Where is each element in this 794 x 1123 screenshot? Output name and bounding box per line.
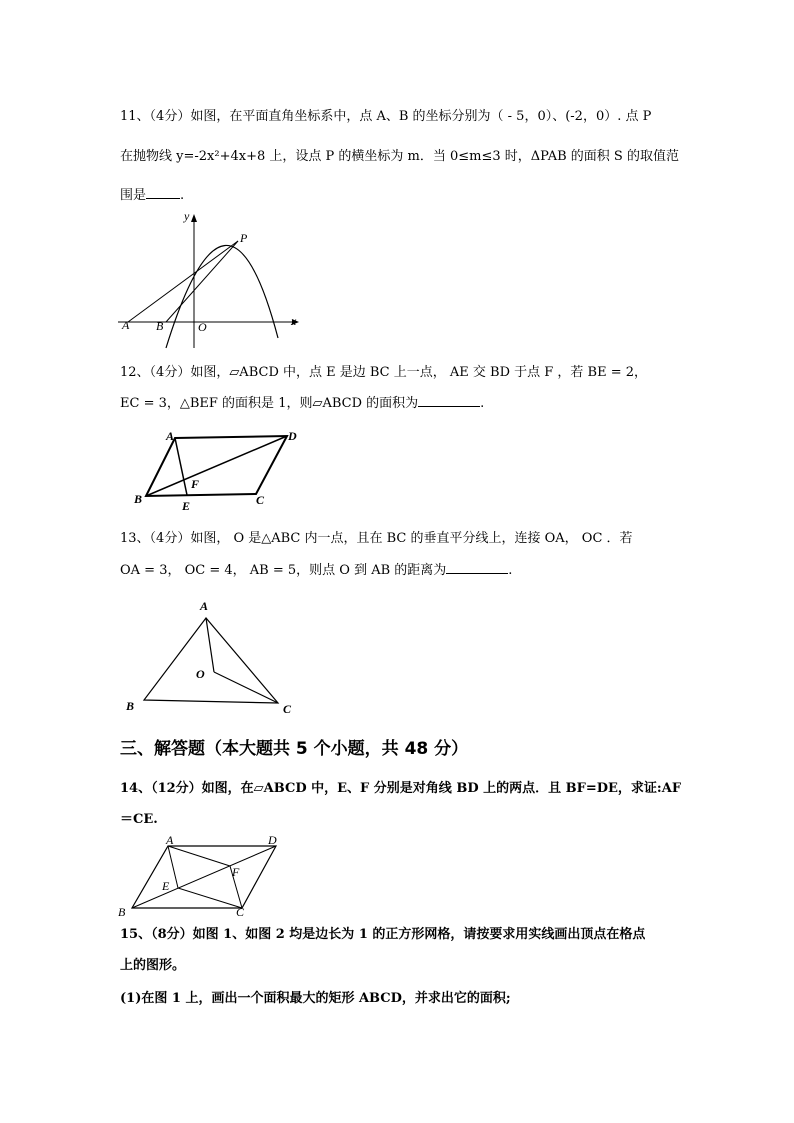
q13-label-C: C xyxy=(283,702,292,716)
q13-label-B: B xyxy=(126,699,135,713)
q12-line2-prefix: EC = 3，△BEF 的面积是 1，则▱ABCD 的面积为 xyxy=(120,396,419,411)
q11-text-line3 xyxy=(120,186,680,205)
q12-label-B: B xyxy=(134,492,143,506)
q13-label-O: O xyxy=(196,667,205,681)
q11-label-O: O xyxy=(198,320,207,334)
q12-text-line1: 12、（4分）如图，▱ABCD 中，点 E 是边 BC 上一点， AE 交 BD 于点 F ，若 BE = 2， xyxy=(120,365,648,380)
q14-figure xyxy=(116,832,296,922)
q12-figure xyxy=(130,428,310,516)
q14-text-line2: ＝CE. xyxy=(120,812,158,827)
q11-text-line1: 11、（4分）如图，在平面直角坐标系中，点 A、B 的坐标分别为（ - 5，0）、(-2，0）. 点 P xyxy=(120,109,652,124)
q13-line2-prefix: OA = 3， OC = 4， AB = 5，则点 O 到 AB 的距离为 xyxy=(120,563,447,578)
q14-segment-EC xyxy=(178,888,242,908)
q12-label-A: A xyxy=(166,429,175,443)
q12-segment-AE xyxy=(175,438,187,495)
q12-answer-blank xyxy=(418,394,480,407)
q12-label-F: F xyxy=(191,477,200,491)
q13-text-line1: 13、（4分）如图， O 是△ABC 内一点，且在 BC 的垂直平分线上，连接 OA， OC ．若 xyxy=(120,531,633,546)
q14-segment-AF xyxy=(168,846,230,866)
q13-triangle-ABC xyxy=(144,618,278,703)
q14-label-C: C xyxy=(236,905,245,919)
q11-label-P: P xyxy=(240,231,248,245)
q12-line2-suffix: . xyxy=(480,396,485,411)
q13-line2-suffix: . xyxy=(508,563,513,578)
q11-label-y: y xyxy=(184,209,190,223)
q15-text-line2: 上的图形。 xyxy=(120,958,186,973)
q11-parabola xyxy=(166,245,278,348)
q11-figure xyxy=(118,208,318,353)
q12-text-line2 xyxy=(120,394,680,413)
q11-line3-suffix: . xyxy=(180,188,185,203)
q14-text-line1: 14、（12分）如图，在▱ABCD 中，E、F 分别是对角线 BD 上的两点．且 BF=DE，求证:AF xyxy=(120,781,682,796)
q12-diagonal-BD xyxy=(146,436,287,496)
q12-label-C: C xyxy=(256,493,265,507)
q14-segment-AE xyxy=(168,846,178,888)
q15-text-line3: (1)在图 1 上，画出一个面积最大的矩形 ABCD，并求出它的面积; xyxy=(120,991,511,1006)
q13-segment-OC xyxy=(214,672,278,703)
q14-label-D: D xyxy=(268,833,277,847)
q11-label-B: B xyxy=(156,319,164,333)
q12-label-E: E xyxy=(182,499,191,513)
q11-y-axis-arrow xyxy=(191,214,197,222)
q14-label-F: F xyxy=(232,865,240,879)
q14-diagonal-BD xyxy=(132,846,276,908)
q11-label-x: x xyxy=(291,314,297,328)
q13-text-line2 xyxy=(120,561,680,580)
q11-line3-prefix: 围是 xyxy=(120,188,147,203)
q11-answer-blank xyxy=(146,186,180,199)
q11-segment-PB xyxy=(166,241,238,322)
q13-answer-blank xyxy=(446,561,508,574)
q11-label-A: A xyxy=(122,318,130,332)
q13-label-A: A xyxy=(200,599,209,613)
q14-label-E: E xyxy=(162,879,170,893)
q14-label-B: B xyxy=(118,905,126,919)
q15-text-line1: 15、（8分）如图 1、如图 2 均是边长为 1 的正方形网格，请按要求用实线画出顶点在格点 xyxy=(120,927,646,942)
q12-label-D: D xyxy=(288,429,297,443)
section-3-heading: 三、解答题（本大题共 5 个小题，共 48 分） xyxy=(120,739,469,759)
q11-segment-PA xyxy=(128,241,238,322)
q13-figure xyxy=(120,596,310,718)
q11-text-line2: 在抛物线 y=-2x²+4x+8 上，设点 P 的横坐标为 m．当 0≤m≤3 时，ΔPAB 的面积 S 的取值范 xyxy=(120,149,679,164)
q14-label-A: A xyxy=(166,833,174,847)
